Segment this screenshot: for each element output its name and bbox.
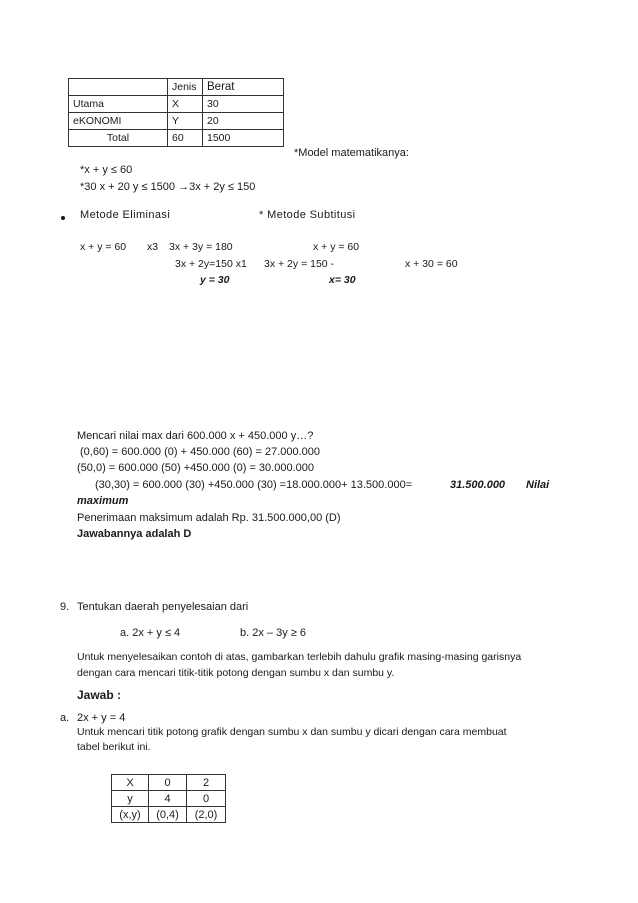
- question-number: 9.: [60, 601, 70, 613]
- answer-heading: Jawab :: [77, 688, 122, 702]
- table-cell: (x,y): [112, 807, 149, 823]
- table-cell: Total: [69, 130, 168, 147]
- max-text: Penerimaan maksimum adalah Rp. 31.500.000,00 (D): [77, 512, 341, 524]
- table-cell: Berat: [203, 79, 284, 96]
- intercept-table: [111, 774, 226, 823]
- model-title: *Model matematikanya:: [294, 147, 409, 159]
- calc-text: x + y = 60: [80, 241, 127, 253]
- question-part-b: b. 2x – 3y ≥ 6: [240, 627, 306, 639]
- table-cell: y: [112, 791, 149, 807]
- table-cell: Utama: [69, 96, 168, 113]
- table-row: [69, 113, 284, 130]
- weight-table: [68, 78, 284, 147]
- question-part-a: a. 2x + y ≤ 4: [120, 627, 181, 639]
- table-cell: X: [112, 775, 149, 791]
- table-cell: 30: [203, 96, 284, 113]
- table-row: [69, 130, 284, 147]
- table-row: [69, 79, 284, 96]
- part-label: a.: [60, 712, 70, 724]
- max-text: Mencari nilai max dari 600.000 x + 450.000 y…?: [77, 430, 314, 442]
- calc-result-x: x= 30: [329, 274, 356, 286]
- table-row: [112, 807, 226, 823]
- method-subtitusi: * Metode Subtitusi: [259, 209, 356, 221]
- table-row: [69, 96, 284, 113]
- table-cell: 20: [203, 113, 284, 130]
- method-eliminasi: Metode Eliminasi: [80, 209, 171, 221]
- table-cell: 2: [187, 775, 226, 791]
- table-row: [112, 791, 226, 807]
- table-cell: (0,4): [149, 807, 187, 823]
- table-row: [112, 775, 226, 791]
- max-value: 31.500.000: [450, 479, 506, 491]
- table-cell: 60: [168, 130, 203, 147]
- max-text: (0,60) = 600.000 (0) + 450.000 (60) = 27.000.000: [80, 446, 321, 458]
- table-cell: X: [168, 96, 203, 113]
- calc-text: x + y = 60: [313, 241, 360, 253]
- table-cell: eKONOMI: [69, 113, 168, 130]
- table-cell: 1500: [203, 130, 284, 147]
- bullet-icon: [61, 216, 65, 220]
- calc-text: 3x + 2y = 150 -: [264, 258, 335, 270]
- equation-text: 2x + y = 4: [77, 712, 126, 724]
- answer-text: Jawabannya adalah D: [77, 528, 192, 540]
- table-cell: [69, 79, 168, 96]
- paragraph-text: dengan cara mencari titik-titik potong dengan sumbu x dan sumbu y.: [77, 667, 395, 679]
- table-cell: 0: [187, 791, 226, 807]
- max-text: (50,0) = 600.000 (50) +450.000 (0) = 30.000.000: [77, 462, 314, 474]
- calc-text: x3: [147, 241, 159, 253]
- calc-text: 3x + 2y=150 x1: [175, 258, 247, 270]
- paragraph-text: Untuk mencari titik potong grafik dengan sumbu x dan sumbu y dicari dengan cara membuat: [77, 726, 507, 738]
- table-cell: Y: [168, 113, 203, 130]
- question-text: Tentukan daerah penyelesaian dari: [77, 601, 249, 613]
- calc-result-y: y = 30: [200, 274, 230, 286]
- max-label: maximum: [77, 495, 129, 507]
- table-cell: (2,0): [187, 807, 226, 823]
- paragraph-text: Untuk menyelesaikan contoh di atas, gambarkan terlebih dahulu grafik masing-masing garisnya: [77, 651, 522, 663]
- table-cell: 4: [149, 791, 187, 807]
- max-text: (30,30) = 600.000 (30) +450.000 (30) =18.000.000+ 13.500.000=: [95, 479, 413, 491]
- constraint-2: *30 x + 20 y ≤ 1500 →3x + 2y ≤ 150: [80, 181, 256, 193]
- calc-text: x + 30 = 60: [405, 258, 458, 270]
- max-label: Nilai: [526, 479, 550, 491]
- calc-text: 3x + 3y = 180: [169, 241, 233, 253]
- constraint-1: *x + y ≤ 60: [80, 164, 133, 176]
- paragraph-text: tabel berikut ini.: [77, 741, 151, 753]
- table-cell: Jenis: [168, 79, 203, 96]
- table-cell: 0: [149, 775, 187, 791]
